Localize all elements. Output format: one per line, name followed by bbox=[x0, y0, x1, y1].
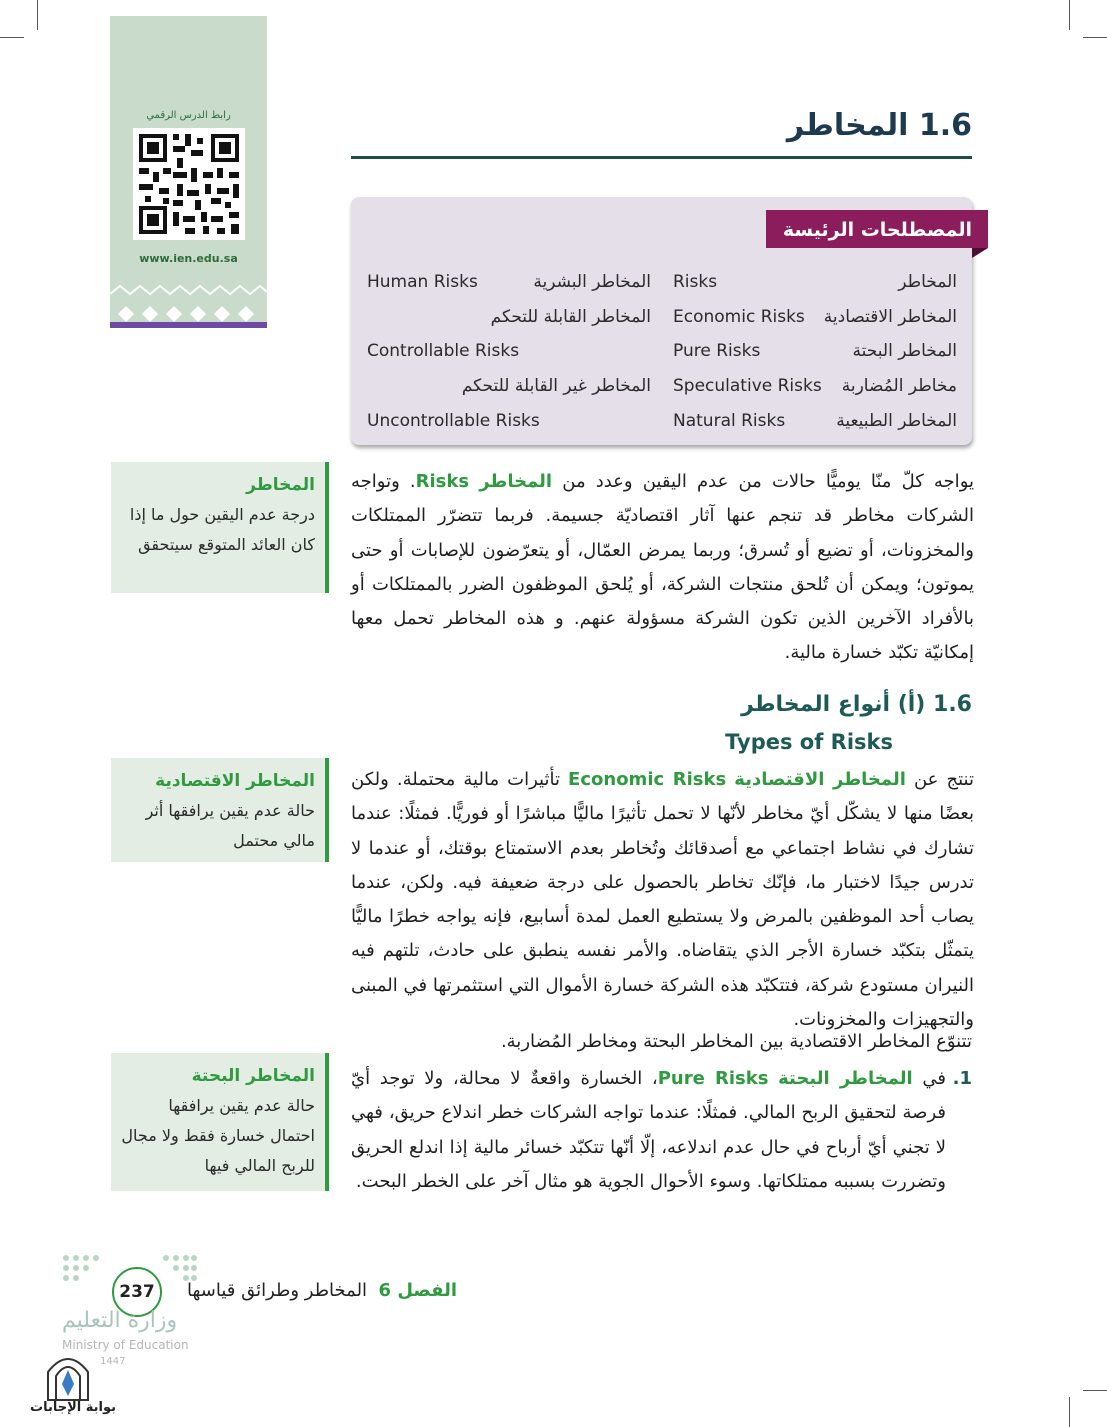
term-economic-ar: المخاطر الاقتصادية bbox=[823, 307, 957, 327]
crop-mark bbox=[1083, 37, 1107, 38]
definition-text: درجة عدم اليقين حول ما إذا كان العائد المتوقع سيتحقق bbox=[129, 505, 315, 554]
section-heading: 1.6 (أ) أنواع المخاطر bbox=[741, 692, 972, 717]
intro-text-before: يواجه كلّ منّا يوميًّا حالات من عدم اليقين وعدد من bbox=[552, 471, 974, 492]
definition-box-pure bbox=[111, 1053, 329, 1191]
definition-term: المخاطر الاقتصادية bbox=[155, 771, 315, 791]
term-risks-ar: المخاطر bbox=[898, 272, 957, 292]
chapter-title: المخاطر وطرائق قياسها bbox=[187, 1280, 368, 1301]
term-pure-ar: المخاطر البحتة bbox=[852, 341, 957, 361]
term-human-ar: المخاطر البشرية bbox=[533, 272, 651, 292]
pure-term-en: Pure Risks bbox=[657, 1068, 769, 1089]
intro-term-ar: المخاطر bbox=[479, 471, 553, 492]
definition-box-risks bbox=[111, 462, 329, 593]
pure-risks-item bbox=[351, 1062, 972, 1199]
variety-line: تتنوّع المخاطر الاقتصادية بين المخاطر البحتة ومخاطر المُضاربة. bbox=[500, 1031, 972, 1052]
definition-term: المخاطر bbox=[246, 475, 315, 495]
qr-label: رابط الدرس الرقمي bbox=[146, 110, 231, 121]
portal-name: بوابة الإجابات bbox=[30, 1400, 116, 1415]
portal-logo-icon bbox=[42, 1350, 94, 1402]
definition-text: حالة عدم يقين يرافقها أثر مالي محتمل bbox=[145, 801, 315, 850]
term-natural-en: Natural Risks bbox=[673, 411, 786, 431]
crop-mark bbox=[37, 0, 38, 30]
intro-paragraph bbox=[351, 465, 974, 671]
ministry-year: 1447 bbox=[100, 1356, 126, 1367]
term-risks-en: Risks bbox=[673, 272, 718, 292]
digital-lesson-panel bbox=[110, 16, 267, 328]
term-speculative-en: Speculative Risks bbox=[673, 376, 822, 396]
term-controllable-ar: المخاطر القابلة للتحكم bbox=[490, 307, 651, 327]
page-title: 1.6 المخاطر bbox=[786, 108, 972, 143]
term-controllable-en: Controllable Risks bbox=[367, 341, 520, 361]
section-heading-en: Types of Risks bbox=[725, 730, 893, 754]
pure-text-after: ، الخسارة واقعةٌ لا محالة، ولا توجد أيّ فرصة لتحقيق الربح المالي. فمثلًا: عندما تواجه الشركات خطر اندلاع حريق، فهي لا تجني أيّ أرباح في حال عدم اندلاعه، إلّا أنّها تتكبّد خسائر مالية إذا اندلع الحريق وتضررت بسببه ممتلكاتها. وسوء الأحوال الجوية هو مثال آخر على الخطر البحت. bbox=[351, 1068, 946, 1192]
title-divider bbox=[351, 156, 972, 159]
economic-term-en: Economic Risks bbox=[568, 769, 727, 790]
page-number: 237 bbox=[112, 1267, 162, 1317]
intro-term-en: Risks bbox=[415, 471, 470, 492]
decorative-pattern-icon bbox=[110, 284, 267, 324]
term-speculative-ar: مخاطر المُضاربة bbox=[841, 376, 957, 396]
definition-box-economic bbox=[111, 758, 329, 862]
definition-term: المخاطر البحتة bbox=[191, 1066, 315, 1086]
pure-term-ar: المخاطر البحتة bbox=[778, 1068, 913, 1089]
chapter-label: الفصل 6 bbox=[378, 1280, 457, 1301]
economic-paragraph bbox=[351, 763, 974, 1037]
footer-chapter bbox=[187, 1280, 457, 1301]
crop-mark bbox=[1069, 0, 1070, 30]
list-number: 1. bbox=[952, 1068, 972, 1089]
crop-mark bbox=[1083, 1390, 1107, 1391]
intro-text-after: . وتواجه الشركات مخاطر قد تنجم عنها آثار اقتصاديّة جسيمة. فربما تتضرّر الممتلكات والمخزونات، أو تضيع أو تُسرق؛ وربما يمرض العمّال، أو يتعرّضون للإصابات أو حتى يموتون؛ ويمكن أن تُلحق منتجات الشركة، أو يُلحق الموظفون الضرر بالممتلكات أو بالأفراد الآخرين الذين تكون الشركة مسؤولة عنهم. و هذه المخاطر تحمل معها إمكانيّة تكبّد خسارة مالية. bbox=[351, 471, 974, 664]
crop-mark bbox=[1069, 1397, 1070, 1427]
economic-text-after: تأثيرات مالية محتملة. ولكن بعضًا منها لا يشكّل أيّ مخاطر لأنّها لا تحمل تأثيرًا ماليًّا مباشرًا أو فوريًّا. فمثلًا: عندما تشارك في نشاط اجتماعي مع أصدقائك وتُخاطر بعدم الاستمتاع بوقتك، أو عندما لا تدرس جيدًا لاختبار ما، فإنّك تخاطر بالحصول على درجة ضعيفة فيه. ولكن، عندما يصاب أحد الموظفين بالمرض ولا يستطيع العمل لمدة أسابيع، فإنه يواجه خطرًا ماليًّا يتمثّل بتكبّد خسارة الأجر الذي يتقاضاه. والأمر نفسه ينطبق على حادث، تلتهم فيه النيران مستودع شركة، فتتكبّد هذه الشركة خسارة الأموال التي استثمرتها في المبنى والتجهيزات والمخزونات. bbox=[351, 769, 974, 1031]
ministry-name-en: Ministry of Education bbox=[62, 1338, 189, 1352]
pure-text-before: في bbox=[912, 1068, 946, 1089]
panel-bar bbox=[110, 322, 267, 328]
crop-mark bbox=[0, 37, 24, 38]
qr-url[interactable]: www.ien.edu.sa bbox=[139, 252, 238, 265]
economic-term-ar: المخاطر الاقتصادية bbox=[734, 769, 906, 790]
term-human-en: Human Risks bbox=[367, 272, 478, 292]
ministry-name-ar: وزارة التعليم bbox=[62, 1308, 178, 1333]
term-economic-en: Economic Risks bbox=[673, 307, 805, 327]
definition-text: حالة عدم يقين يرافقها احتمال خسارة فقط ولا مجال للربح المالي فيها bbox=[121, 1096, 315, 1175]
term-uncontrollable-ar: المخاطر غير القابلة للتحكم bbox=[461, 376, 651, 396]
economic-text-before: تنتج عن bbox=[905, 769, 974, 790]
term-pure-en: Pure Risks bbox=[673, 341, 761, 361]
key-terms-heading: المصطلحات الرئيسة bbox=[766, 210, 988, 248]
term-natural-ar: المخاطر الطبيعية bbox=[836, 411, 957, 431]
tag-fold bbox=[972, 248, 988, 258]
qr-code-icon[interactable] bbox=[133, 128, 245, 240]
term-uncontrollable-en: Uncontrollable Risks bbox=[367, 411, 540, 431]
